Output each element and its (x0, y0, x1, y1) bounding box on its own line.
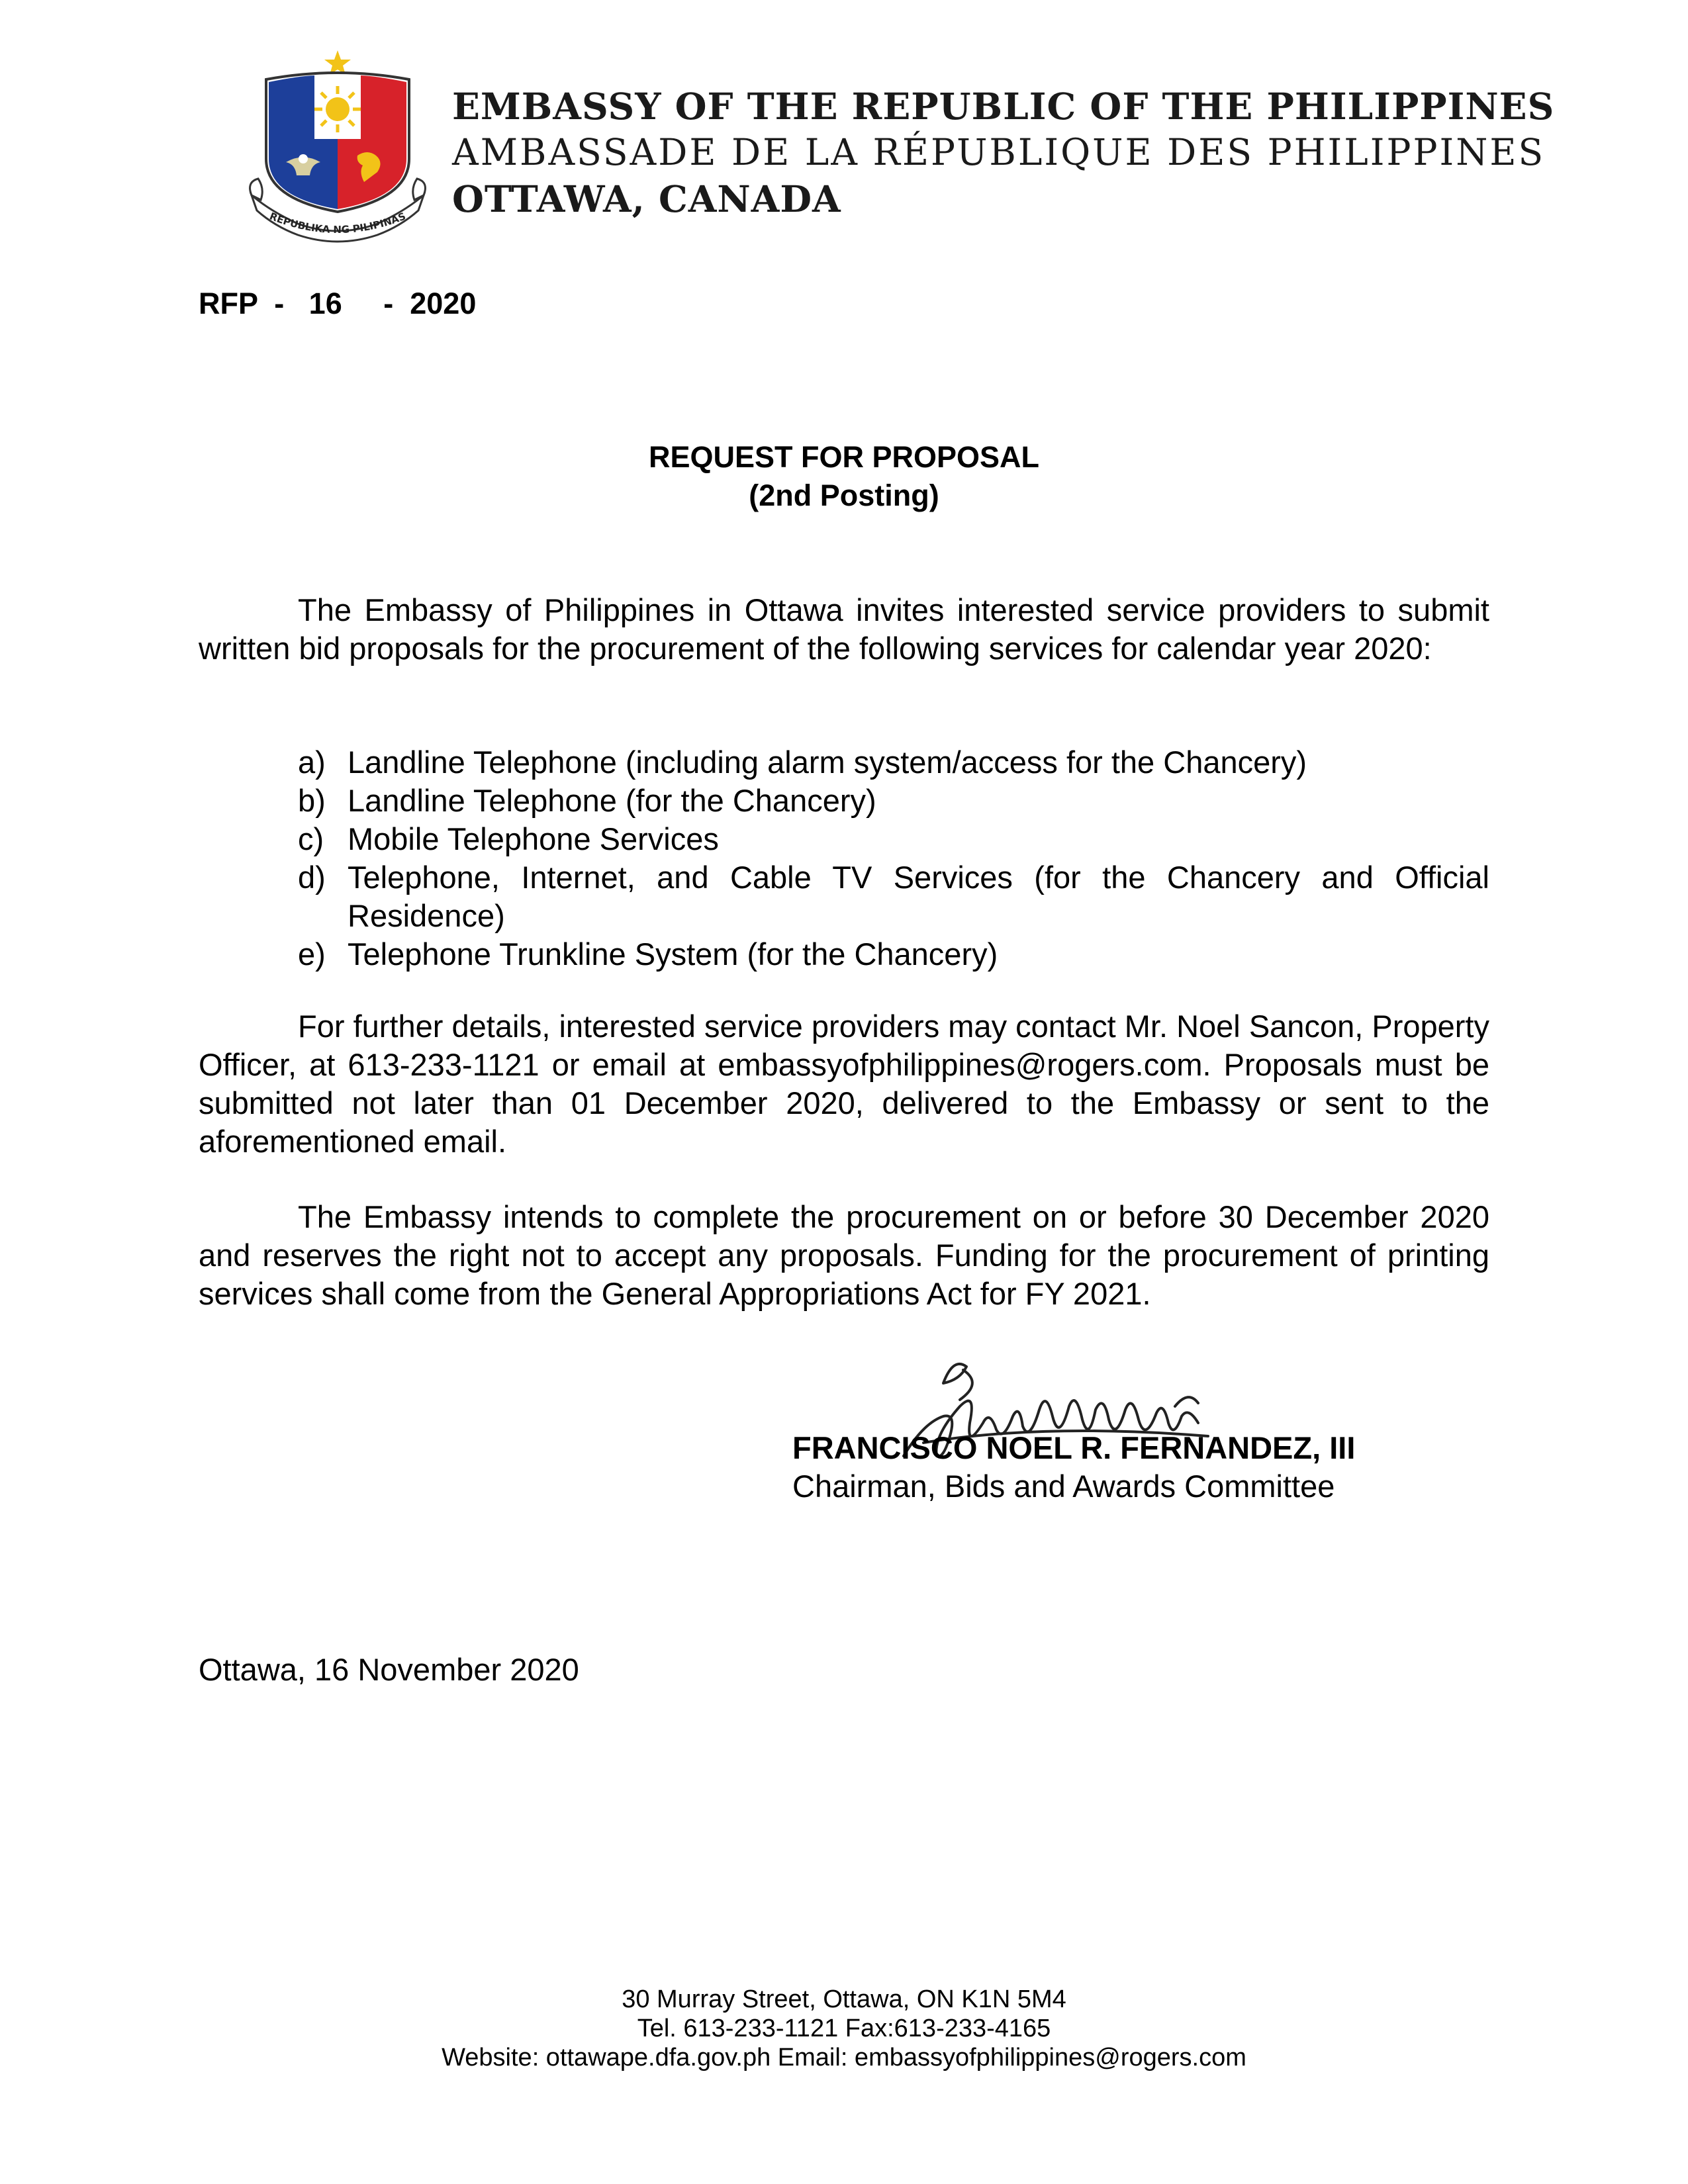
list-marker: d) (298, 860, 326, 895)
seal-upper-red (361, 75, 406, 139)
signatory-position: Chairman, Bids and Awards Committee (792, 1469, 1335, 1504)
list-item (298, 820, 1489, 858)
list-item (298, 935, 1489, 974)
list-marker: b) (298, 783, 326, 818)
footer-website-email: Website: ottawape.dfa.gov.ph Email: embassyofphilippines@rogers.com (442, 2044, 1246, 2071)
services-list (298, 743, 1489, 974)
list-item-text: Landline Telephone (for the Chancery) (348, 783, 876, 818)
signatory-name: FRANCISCO NOEL R. FERNANDEZ, III (792, 1430, 1356, 1465)
letterhead-city: OTTAWA, CANADA (452, 177, 841, 220)
philippine-coat-of-arms-seal (245, 46, 430, 245)
list-marker: e) (298, 936, 326, 972)
intro-paragraph: The Embassy of Philippines in Ottawa invites interested service providers to submit written bid proposals for the procurement of the following services for calendar year 2020: (199, 592, 1489, 666)
list-marker: a) (298, 745, 326, 780)
seal-sun (314, 86, 361, 132)
letterhead-embassy-name-en: EMBASSY OF THE REPUBLIC OF THE PHILIPPINES (452, 85, 1555, 128)
list-item-text: Mobile Telephone Services (348, 821, 719, 856)
footer-address: 30 Murray Street, Ottawa, ON K1N 5M4 (622, 1985, 1066, 2013)
document-title: REQUEST FOR PROPOSAL (648, 440, 1040, 474)
seal-motto: REPUBLIKA NG PILIPINAS (267, 210, 408, 236)
footer-phone-fax: Tel. 613-233-1121 Fax:613-233-4165 (637, 2015, 1051, 2042)
reference-number: RFP - 16 - 2020 (199, 287, 477, 320)
closing-paragraph: The Embassy intends to complete the procurement on or before 30 December 2020 and reserves the right not to accept any proposals. Funding for the procurement of printing services shall come from the General Appropriations Act for FY 2021. (199, 1199, 1489, 1311)
place-and-date: Ottawa, 16 November 2020 (199, 1652, 579, 1687)
document-subtitle: (2nd Posting) (749, 478, 939, 512)
list-item (298, 782, 1489, 820)
list-item (298, 743, 1489, 782)
seal-upper-blue (269, 75, 314, 139)
list-marker: c) (298, 821, 324, 856)
list-item-text: Telephone, Internet, and Cable TV Services (for the Chancery and Official Residence) (348, 860, 1489, 933)
details-paragraph: For further details, interested service providers may contact Mr. Noel Sancon, Property Officer, at 613-233-1121 or email at embassyofphilippines@rogers.com. Proposals must be submitted not later than 01 December 2020, delivered to the Embassy or sent to the aforementioned email. (199, 1009, 1489, 1159)
handwritten-signature (897, 1343, 1215, 1489)
list-item-text: Telephone Trunkline System (for the Chancery) (348, 936, 998, 972)
list-item-text: Landline Telephone (including alarm system/access for the Chancery) (348, 745, 1307, 780)
seal-star-top (324, 50, 351, 75)
letterhead-embassy-name-fr: AMBASSADE DE LA RÉPUBLIQUE DES PHILIPPINES (452, 131, 1546, 173)
list-item (298, 858, 1489, 935)
